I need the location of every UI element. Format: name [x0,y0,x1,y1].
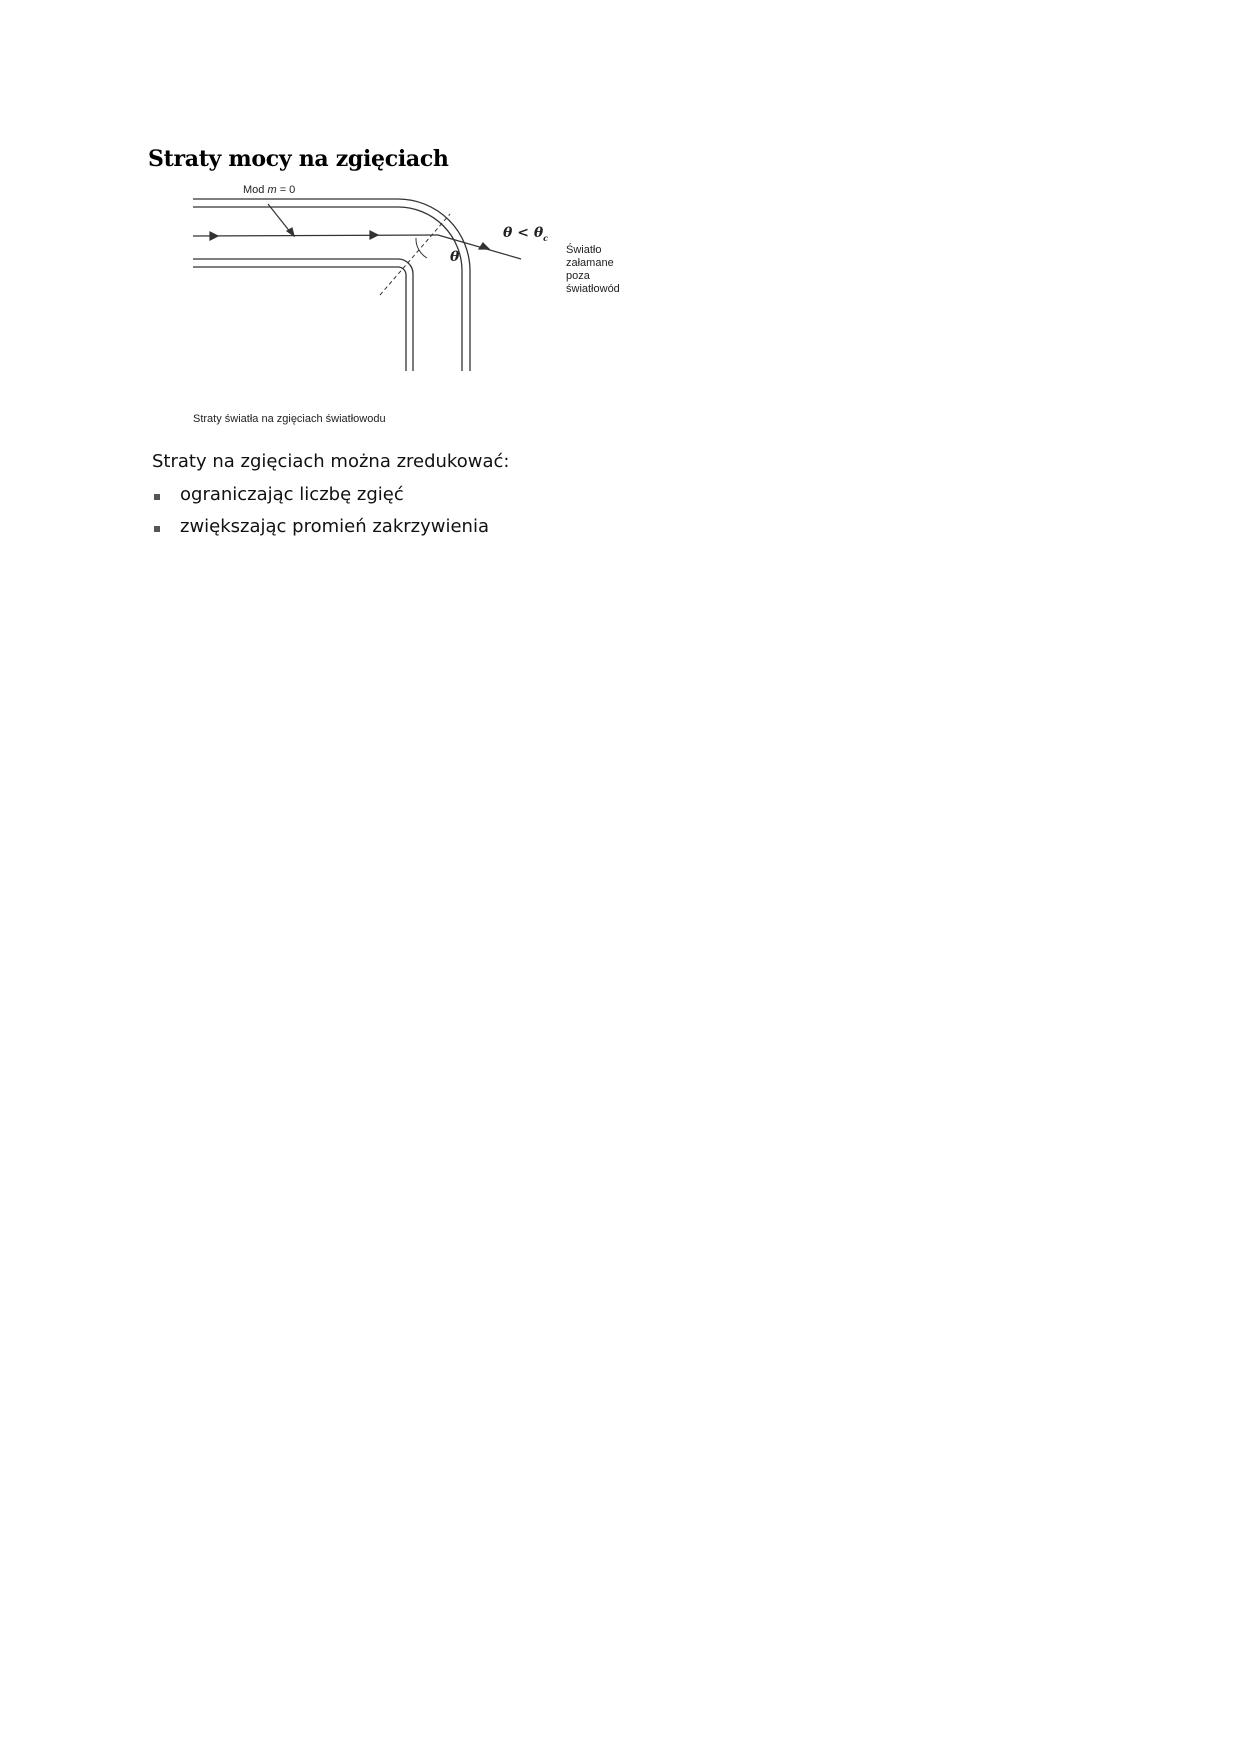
critical-angle-label: $\theta < \theta_c$ [503,225,549,243]
angle-label: θ [450,249,460,265]
angle-arc [416,238,427,258]
list-item [152,483,489,515]
refracted-ray-arrow [479,243,489,249]
outer-core-line [193,207,462,371]
lead-text: Straty na zgięciach można zredukować: [152,451,510,472]
ray-arrow [210,232,218,240]
mode-pointer [268,204,291,233]
fiber-bend-figure [148,176,668,446]
normal-line [380,214,450,295]
page-title: Straty mocy na zgięciach [148,146,449,172]
mode-label: Mod m = 0 [243,184,296,196]
refracted-light-label: Światło załamane poza światłowód [566,244,620,295]
list-item-text: ograniczając liczbę zgięć [180,484,404,505]
figure-caption: Straty światła na zgięciach światłowodu [193,413,386,425]
ray-arrow [370,231,378,239]
bullet-square-icon [154,494,160,500]
light-ray [193,235,438,236]
list-item-text: zwiększając promień zakrzywienia [180,516,489,537]
bullet-list [152,483,489,547]
bullet-square-icon [154,526,160,532]
inner-core-line [193,259,413,371]
inner-cladding-line [193,267,406,371]
list-item [152,515,489,547]
outer-cladding-line [193,199,470,371]
